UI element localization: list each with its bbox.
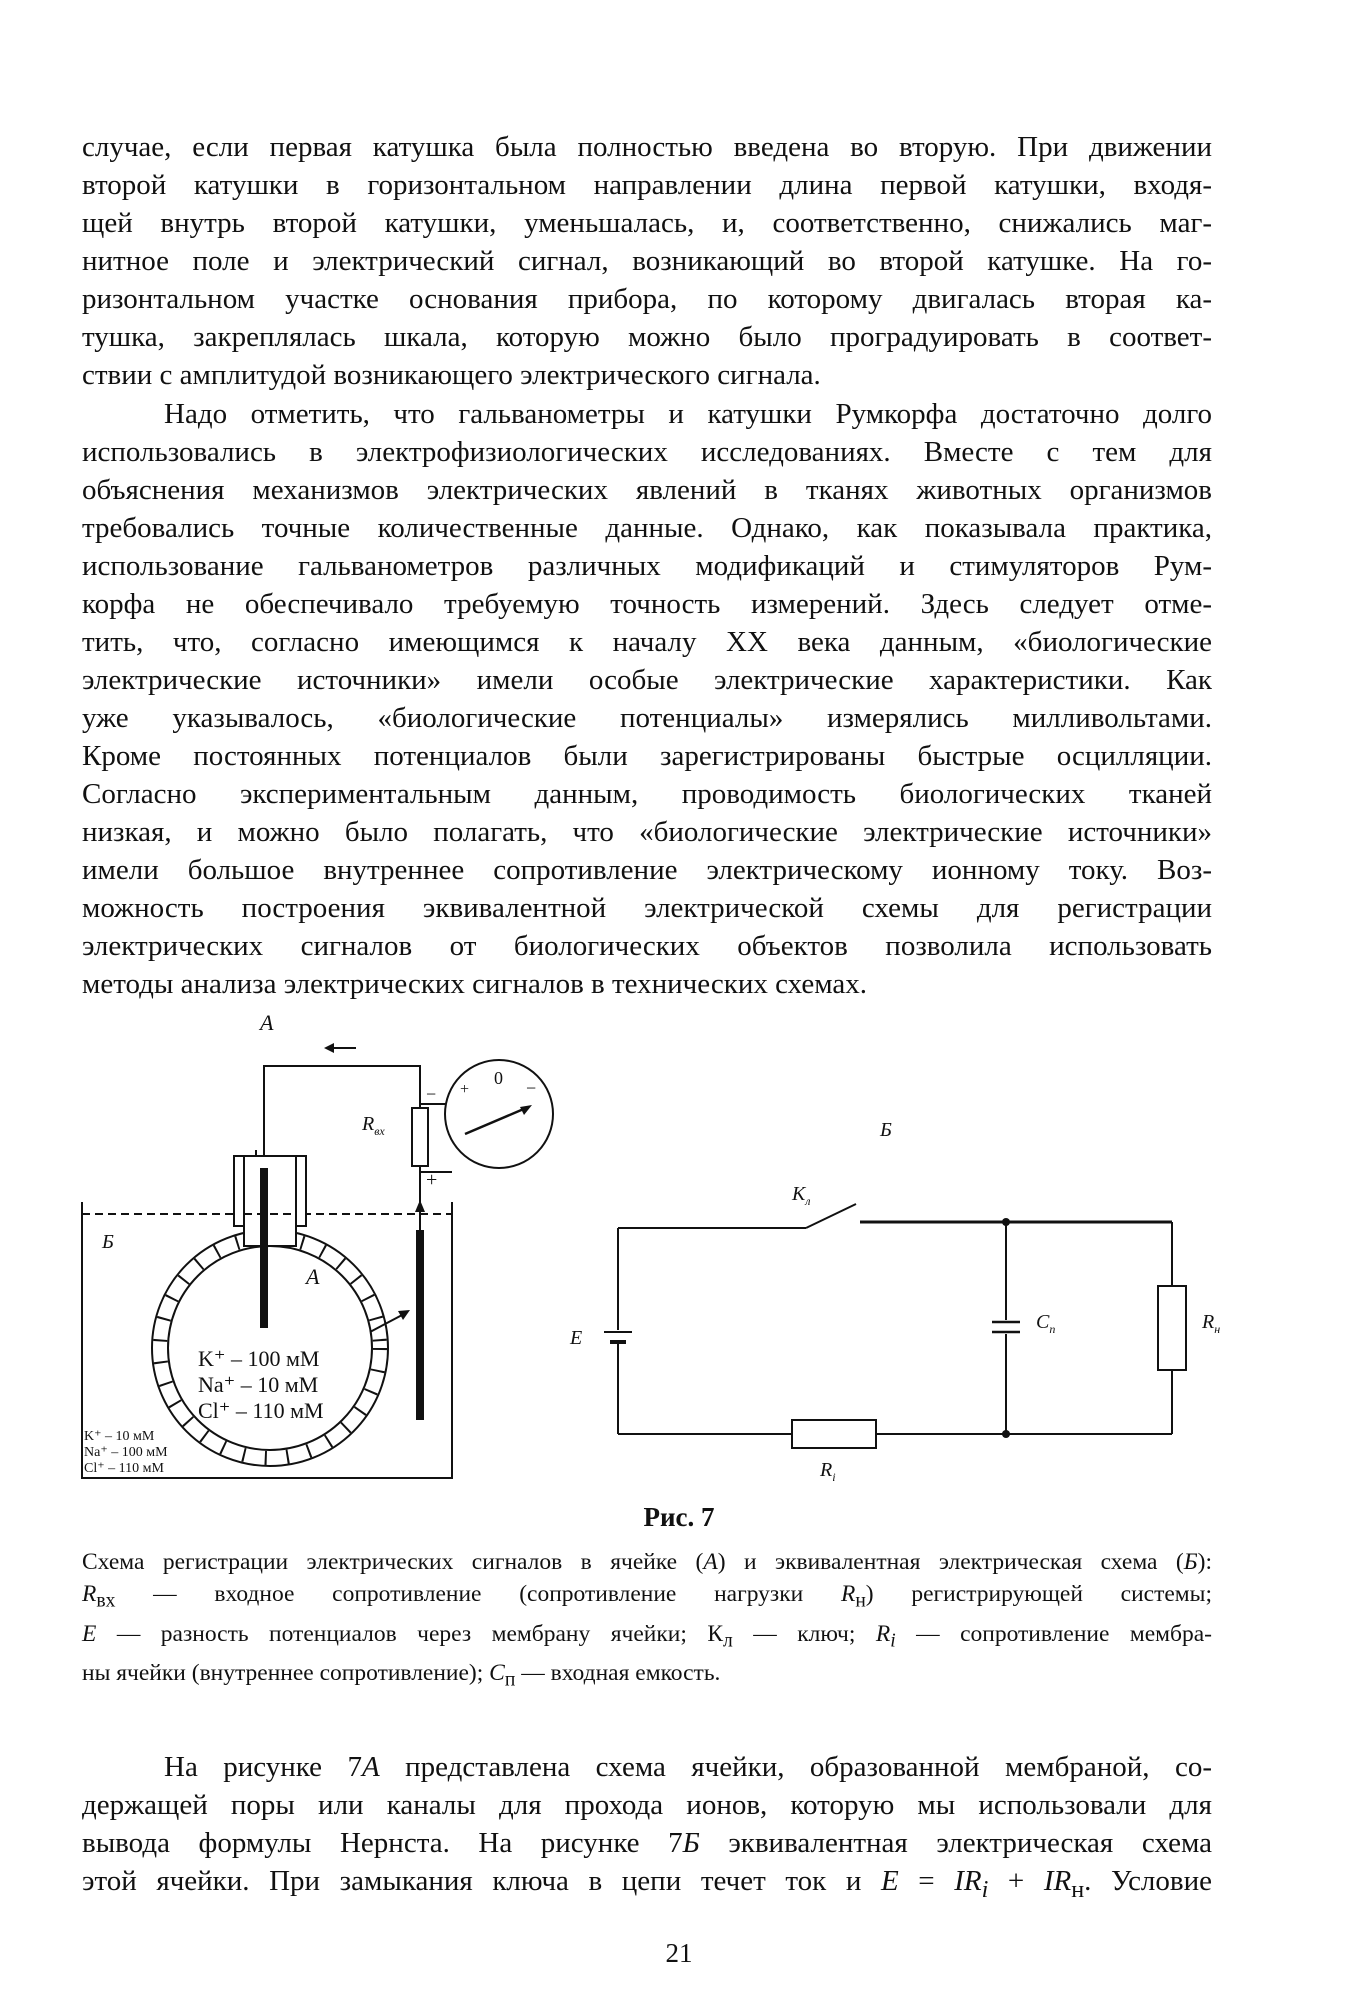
text-line: второй катушки в горизонтальном направлении длина первой катушки, входя-	[82, 169, 1212, 201]
text-line: ризонтальном участке основания прибора, по которому двигалась вторая ка-	[82, 283, 1212, 315]
text-line: нитное поле и электрический сигнал, возникающий во второй катушке. На го-	[82, 245, 1212, 277]
text-line: использование гальванометров различных модификаций и стимуляторов Рум-	[82, 550, 1212, 582]
load-resistor	[1158, 1286, 1186, 1370]
caption-line: Схема регистрации электрических сигналов в ячейке (А) и эквивалентная электрическая схема (Б):	[82, 1549, 1212, 1575]
text-line: электрических сигналов от биологических объектов позволила использовать	[82, 930, 1212, 962]
connecting-wire	[264, 1066, 420, 1168]
connecting-wire	[420, 1066, 440, 1078]
text-line: вывода формулы Нернста. На рисунке 7Б эквивалентная электрическая схема	[82, 1827, 1213, 1859]
current-arrow-icon	[324, 1043, 356, 1053]
internal-resistor	[792, 1420, 876, 1448]
cell-neck-inner	[244, 1156, 296, 1246]
text-line: случае, если первая катушка была полностью введена во вторую. При движении	[82, 131, 1212, 163]
caption-line: E — разность потенциалов через мембрану ячейки; $К_л$ — ключ; $R_i$ — сопротивление мембра-	[82, 1620, 1212, 1652]
input-resistor-label: $R_{вх}$	[362, 1113, 385, 1138]
text-line: электрические источники» имели особые электрические характеристики. Как	[82, 664, 1212, 696]
meter-zero-label: 0	[494, 1068, 503, 1088]
caption-line: $R_{вх}$ — входное сопротивление (сопротивление нагрузки $R_н$) регистрирующей системы;	[82, 1581, 1212, 1612]
internal-resistor-label: $R_i$	[820, 1459, 836, 1484]
text-line: методы анализа электрических сигналов в технических схемах.	[82, 968, 867, 1000]
text-line: требовались точные количественные данные. Однако, как показывала практика,	[82, 512, 1212, 544]
inside-ion-na: Na⁺ – 10 мМ	[198, 1372, 319, 1397]
cell-label: А	[306, 1264, 320, 1289]
text-line: тить, что, согласно имеющимся к началу XX века данным, «биологические	[82, 626, 1212, 658]
text-line: использовались в электрофизиологических исследованиях. Вместе с тем для	[82, 436, 1212, 468]
outside-ion-cl: Cl⁺ – 110 мМ	[84, 1461, 164, 1476]
text-line: можность построения эквивалентной электрической схемы для регистрации	[82, 892, 1212, 924]
meter-minus-label: −	[526, 1078, 537, 1098]
text-line: Надо отметить, что гальванометры и катушки Румкорфа достаточно долго	[164, 398, 1212, 430]
text-line: Согласно экспериментальным данным, проводимость биологических тканей	[82, 778, 1212, 810]
text-line: уже указывалось, «биологические потенциалы» измерялись милливольтами.	[82, 702, 1212, 734]
terminal-minus-label: −	[426, 1084, 437, 1104]
key-label: $К_л$	[792, 1183, 811, 1208]
capacitor-label: $C_п$	[1036, 1311, 1056, 1336]
arrow-to-electrode-icon	[370, 1310, 410, 1332]
caption-line: ны ячейки (внутреннее сопротивление); $C_п$ — входная емкость.	[82, 1660, 721, 1692]
load-resistor-label: $R_н$	[1202, 1311, 1221, 1336]
paragraph-3	[82, 1748, 1212, 1909]
text-line: имели большое внутреннее сопротивление электрическому ионному току. Воз-	[82, 854, 1212, 886]
page-number: 21	[665, 1938, 693, 1968]
panel-b-label: Б	[880, 1119, 892, 1141]
meter-plus-label: +	[460, 1081, 470, 1098]
outside-ion-na: Na⁺ – 100 мМ	[84, 1445, 168, 1460]
outside-ion-k: K⁺ – 10 мМ	[84, 1429, 155, 1444]
outer-electrode	[416, 1230, 424, 1420]
bath-label: Б	[102, 1231, 114, 1253]
input-resistor	[412, 1108, 428, 1166]
text-line: ствии с амплитудой возникающего электрического сигнала.	[82, 359, 821, 391]
paragraph-2	[82, 395, 1212, 1003]
text-line: Кроме постоянных потенциалов были зарегистрированы быстрые осцилляции.	[82, 740, 1212, 772]
inner-electrode	[260, 1168, 268, 1328]
terminal-plus-label: +	[426, 1169, 438, 1191]
text-line: корфа не обеспечивало требуемую точность измерений. Здесь следует отме-	[82, 588, 1212, 620]
text-line: щей внутрь второй катушки, уменьшалась, и, соответственно, снижались маг-	[82, 207, 1212, 239]
panel-a-label: А	[260, 1010, 274, 1035]
switch-key	[806, 1204, 856, 1228]
text-line: объяснения механизмов электрических явлений в тканях животных организмов	[82, 474, 1212, 506]
text-line: низкая, и можно было полагать, что «биологические электрические источники»	[82, 816, 1212, 848]
emf-label: E	[570, 1327, 583, 1349]
inside-ion-k: K⁺ – 100 мМ	[198, 1346, 320, 1371]
figure-caption	[82, 1546, 1212, 1697]
figure-7	[80, 1008, 1240, 1488]
inside-ion-cl: Cl⁺ – 110 мМ	[198, 1398, 324, 1423]
figure-title: Рис. 7	[643, 1502, 715, 1532]
text-line: держащей поры или каналы для прохода ионов, которую мы использовали для	[82, 1789, 1212, 1821]
text-line: На рисунке 7А представлена схема ячейки, образованной мембраной, со-	[164, 1751, 1212, 1783]
paragraph-1	[82, 128, 1212, 394]
text-line: этой ячейки. При замыкания ключа в цепи течет ток и $E = IR_i + IR_н$. Условие	[82, 1865, 1212, 1903]
text-line: тушка, закреплялась шкала, которую можно было проградуировать в соответ-	[82, 321, 1212, 353]
